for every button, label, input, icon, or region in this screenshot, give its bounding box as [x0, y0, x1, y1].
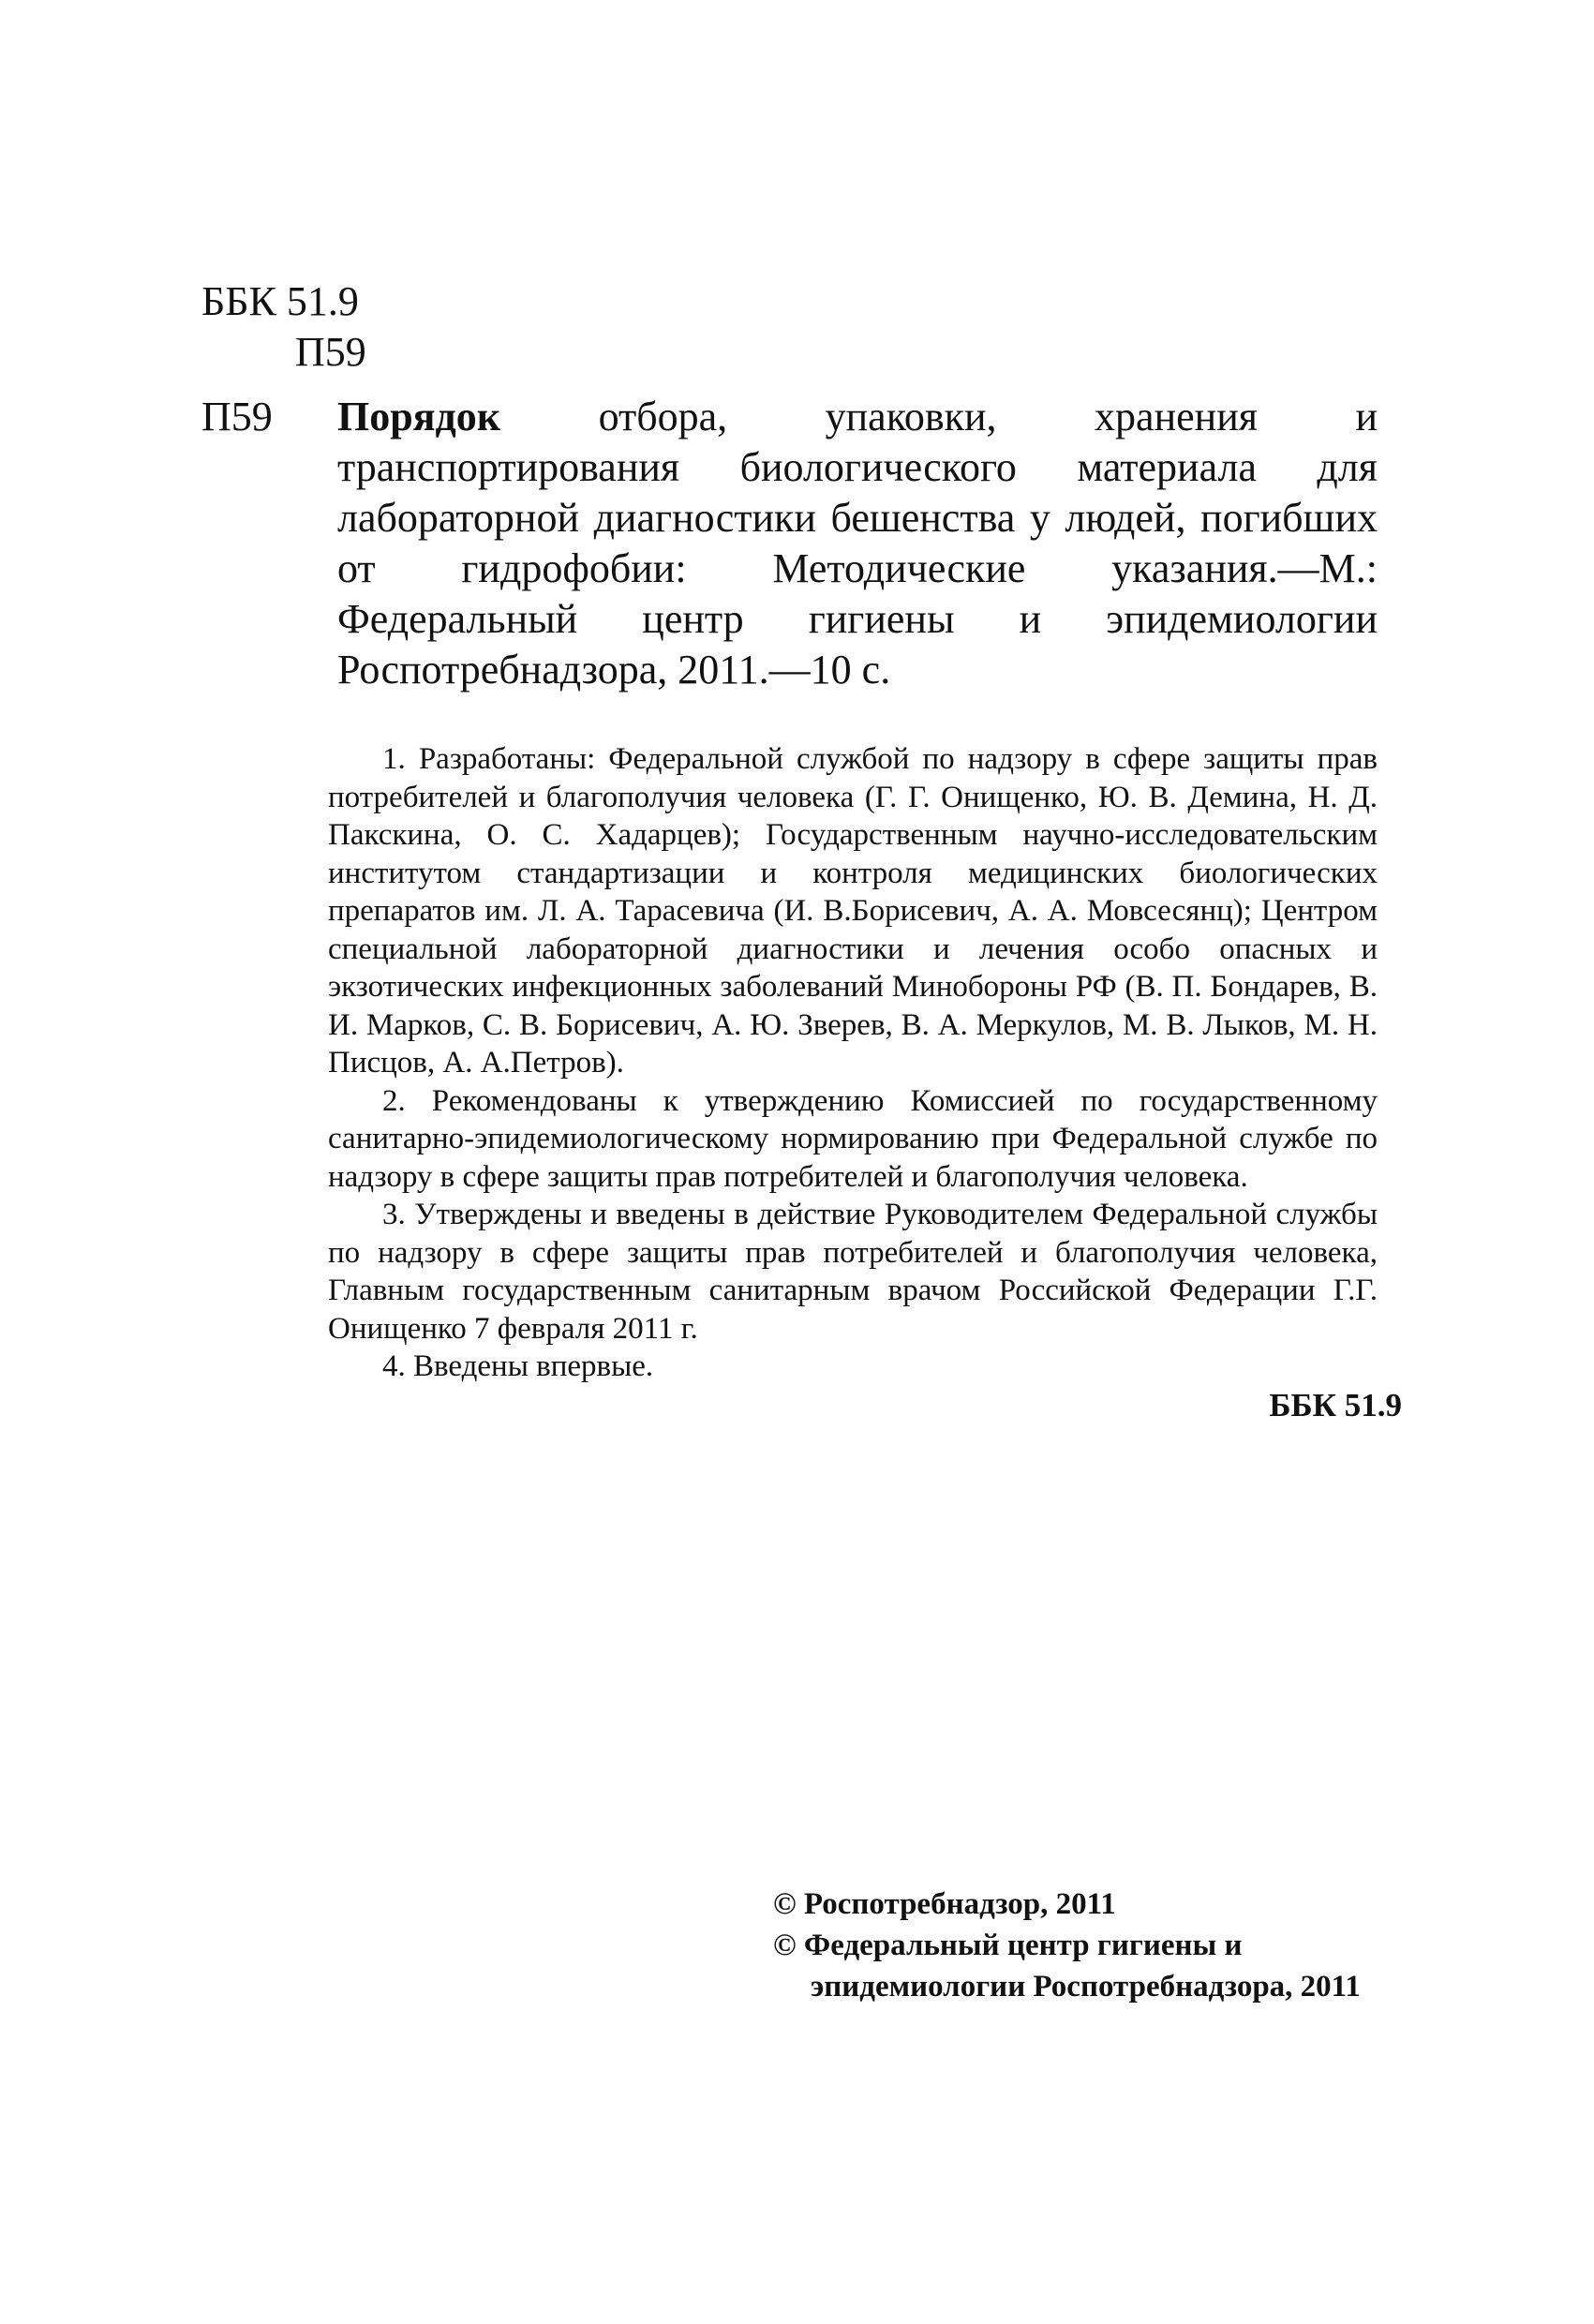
biblio-description	[201, 392, 1378, 695]
credits-section	[328, 740, 1378, 1386]
credits-item-3: 3. Утверждены и введены в действие Руководителем Федеральной службы по надзору в сфере защиты прав потребителей и благополучия человека, Главным государственным санитарным врачом Российской Федерации Г.Г. Онищенко 7 февраля 2011 г.	[328, 1198, 1378, 1346]
credits-item-1: 1. Разработаны: Федеральной службой по надзору в сфере защиты прав потребителей и благополучия человека (Г. Г. Онищенко, Ю. В. Демина, Н. Д. Пакскина, О. С. Хадарцев); Государственным научно-исследовательским институтом стандартизации и контроля медицинских биологических препаратов им. Л. А. Тарасевича (И. В.Борисевич, А. А. Мовсесянц); Центром специальной лабораторной диагностики и лечения особо опасных и экзотических инфекционных заболеваний Минобороны РФ (В. П. Бондарев, В. И. Марков, С. В. Борисевич, А. Ю. Зверев, В. А. Меркулов, М. В. Лыков, М. Н. Писцов, А. А.Петров).	[328, 742, 1378, 1080]
credits-item-4: 4. Введены впервые.	[382, 1349, 654, 1383]
copyright-line-2: © Федеральный центр гигиены и	[773, 1929, 1243, 1962]
copyright-line-3: эпидемиологии Роспотребнадзора, 2011	[811, 1970, 1361, 2004]
biblio-author-mark: П59	[201, 394, 273, 439]
biblio-text: отбора, упаковки, хранения и транспортирования биологического материала для лабораторной диагностики бешенства у людей, погибших от гидрофобии: Методические указания.—М.: Федеральный центр гигиены и эпидемиологии Роспотребнадзора, 2011.—10 с.	[337, 394, 1378, 693]
bibliographic-entry	[201, 392, 1378, 695]
biblio-title-lead: Порядок	[337, 394, 501, 439]
bbk-classification-block	[201, 276, 366, 378]
credits-item-2: 2. Рекомендованы к утверждению Комиссией по государственному санитарно-эпидемиологическому нормированию при Федеральной службе по надзору в сфере защиты прав потребителей и благополучия человека.	[328, 1083, 1378, 1194]
copyright-line-1: © Роспотребнадзор, 2011	[773, 1887, 1116, 1921]
author-mark: П59	[295, 329, 366, 375]
bbk-code: ББК 51.9	[201, 278, 359, 324]
copyright-block	[773, 1884, 1361, 2007]
bbk-footer-code: ББК 51.9	[1269, 1387, 1402, 1423]
